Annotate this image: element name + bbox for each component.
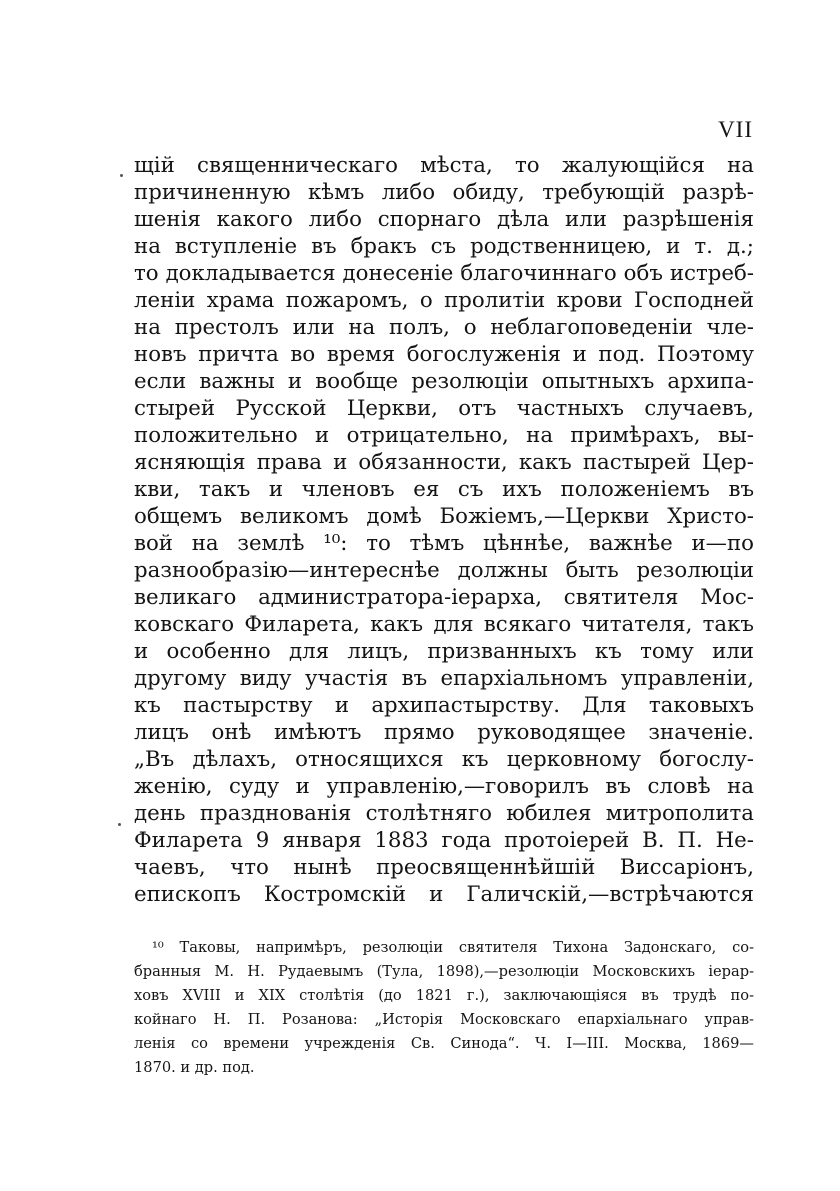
text-line: день празднованія столѣтняго юбилея митрополита — [134, 801, 754, 826]
text-line: женію, суду и управленію,—говорилъ въ словѣ на — [134, 774, 754, 799]
text-line: на вступленіе въ бракъ съ родственницею, и т. д.; — [134, 234, 754, 259]
footnote-line: бранныя М. Н. Рудаевымъ (Тула, 1898),—резолюціи Московскихъ іерар- — [134, 963, 754, 980]
text-line: къ пастырству и архипастырству. Для таковыхъ — [134, 693, 754, 718]
text-line: шенія какого либо спорнаго дѣла или разрѣшенія — [134, 207, 754, 232]
text-line: если важны и вообще резолюціи опытныхъ архипа- — [134, 369, 754, 394]
scan-speck — [120, 174, 123, 177]
scan-speck — [118, 823, 121, 826]
text-line: новъ причта во время богослуженія и под. Поэтому — [134, 342, 754, 367]
text-line: и особенно для лицъ, призванныхъ къ тому или — [134, 639, 754, 664]
text-line: стырей Русской Церкви, отъ частныхъ случаевъ, — [134, 396, 754, 421]
text-line: Филарета 9 января 1883 года протоіерей В. П. Не- — [134, 828, 754, 853]
text-line: лицъ онѣ имѣютъ прямо руководящее значеніе. — [134, 720, 754, 745]
text-line: „Въ дѣлахъ, относящихся къ церковному богослу- — [134, 747, 754, 772]
footnote-line: койнаго Н. П. Розанова: „Исторія Московскаго епархіальнаго управ- — [134, 1011, 754, 1028]
text-line: другому виду участія въ епархіальномъ управленіи, — [134, 666, 754, 691]
footnote-line: ¹⁰ Таковы, напримѣръ, резолюціи святителя Тихона Задонскаго, со- — [152, 939, 754, 956]
text-line: причиненную кѣмъ либо обиду, требующій разрѣ- — [134, 180, 754, 205]
footnote-line: ховъ XVIII и XIX столѣтія (до 1821 г.), заключающіяся въ трудѣ по- — [134, 987, 754, 1004]
text-line: разнообразію—интереснѣе должны быть резолюціи — [134, 558, 754, 583]
footnote-line: ленія со времени учрежденія Св. Синода“. Ч. I—III. Москва, 1869— — [134, 1035, 754, 1052]
text-line: ковскаго Филарета, какъ для всякаго читателя, такъ — [134, 612, 754, 637]
text-line: леніи храма пожаромъ, о пролитіи крови Господней — [134, 288, 754, 313]
page-number: VII — [718, 117, 753, 142]
text-line: кви, такъ и членовъ ея съ ихъ положеніемъ въ — [134, 477, 754, 502]
text-line: то докладывается донесеніе благочиннаго объ истреб- — [134, 261, 754, 286]
text-line: щій священническаго мѣста, то жалующійся на — [134, 153, 754, 178]
text-line: чаевъ, что нынѣ преосвященнѣйшій Виссаріонъ, — [134, 855, 754, 880]
main-text — [134, 152, 754, 908]
text-line: ясняющія права и обязанности, какъ пастырей Цер- — [134, 450, 754, 475]
text-line: великаго администратора-іерарха, святителя Мос- — [134, 585, 754, 610]
text-line: общемъ великомъ домѣ Божіемъ,—Церкви Христо- — [134, 504, 754, 529]
text-line: положительно и отрицательно, на примѣрахъ, вы- — [134, 423, 754, 448]
text-line: на престолъ или на полъ, о неблагоповеденіи чле- — [134, 315, 754, 340]
footnotes — [134, 936, 754, 1080]
text-line: вой на землѣ ¹⁰: то тѣмъ цѣннѣе, важнѣе и—по — [134, 531, 754, 556]
footnote-line: 1870. и др. под. — [134, 1059, 255, 1076]
text-line: епископъ Костромскій и Галичскій,—встрѣчаются — [134, 882, 754, 907]
